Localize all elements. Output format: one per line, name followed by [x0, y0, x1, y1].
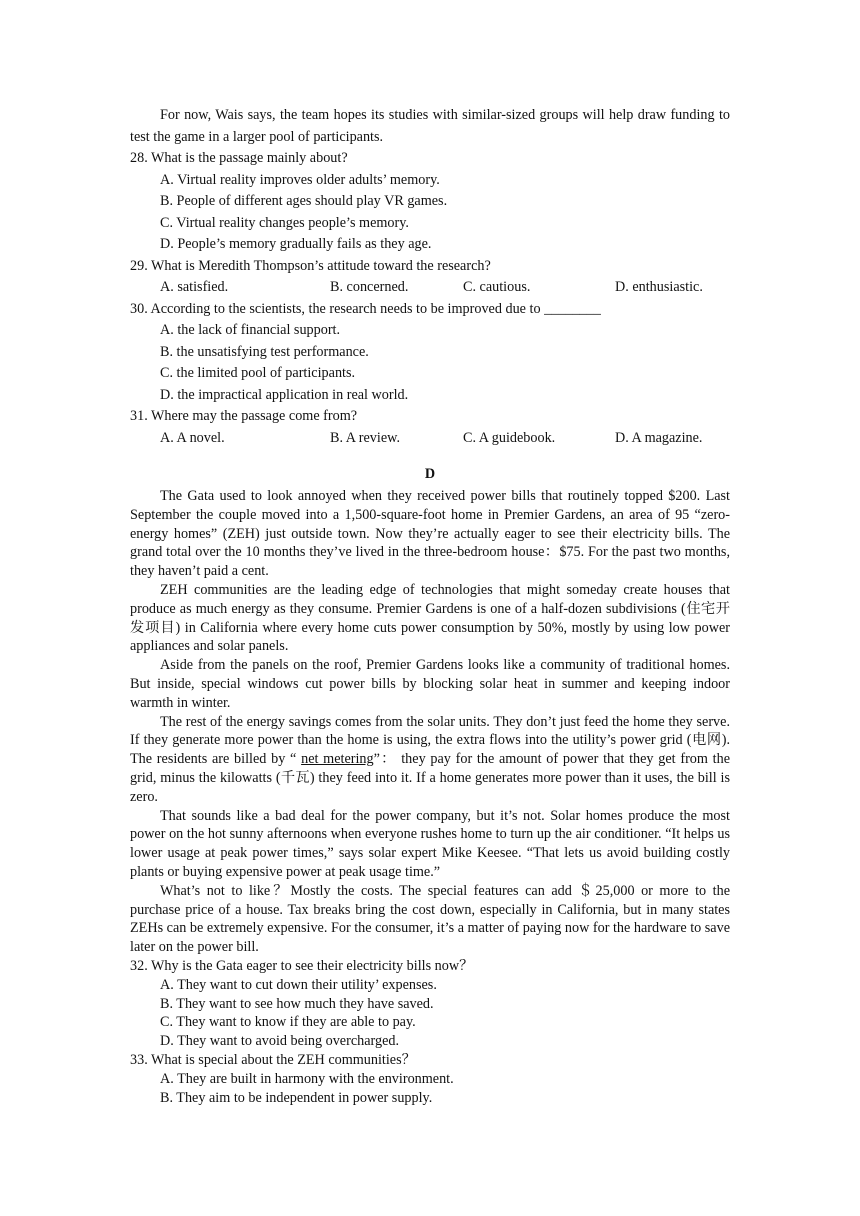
passage-d-paragraph-2: ZEH communities are the leading edge of technologies that might someday create houses that produce as much energy as they consume. Premier Gardens is one of a half-dozen subdivisions (住宅开发项目) in California where every home cuts power consumption by 50%, mostly by using low power appliances and solar panels.	[130, 581, 730, 655]
section-d-heading: D	[424, 466, 436, 482]
option-c: C. the limited pool of participants.	[160, 365, 356, 381]
option-c: C. Virtual reality changes people’s memory.	[160, 214, 409, 231]
passage-d-paragraph-5: That sounds like a bad deal for the power company, but it’s not. Solar homes produce the most power on the hot sunny afternoons when everyone rushes home to turn up the air conditioner. “It helps us lower usage at peak power times,” says solar expert Mike Keesee. “That lets us avoid building costly plants or buying expensive power at peak usage time.”	[130, 807, 730, 880]
net-metering-term: net metering	[301, 751, 374, 768]
passage-d-paragraph-4	[130, 713, 730, 807]
question-stem: 28. What is the passage mainly about?	[130, 150, 348, 166]
intro-paragraph: For now, Wais says, the team hopes its studies with similar-sized groups will help draw funding to test the game in a larger pool of participants.	[130, 107, 730, 145]
option-a: A. They want to cut down their utility’ expenses.	[160, 976, 437, 993]
option-b: B. concerned.	[330, 279, 409, 295]
passage-d-paragraph-3: Aside from the panels on the roof, Premier Gardens looks like a community of traditional homes. But inside, special windows cut power bills by blocking solar heat in summer and keeping indoor warmth in winter.	[130, 657, 730, 711]
option-c: C. A guidebook.	[463, 429, 556, 446]
option-d: D. People’s memory gradually fails as they age.	[160, 236, 432, 252]
option-d: D. A magazine.	[615, 429, 703, 446]
paragraph-text: The rest of the energy savings comes from the solar units. They don’t just feed the home they serve. If they generate more power than the home is using, the extra flows into the utility’s power grid (电网). The residents are billed by “	[130, 713, 730, 768]
option-b: B. They aim to be independent in power supply.	[160, 1089, 433, 1106]
question-stem: 30. According to the scientists, the research needs to be improved due to ________	[130, 300, 601, 317]
option-d: D. the impractical application in real world.	[160, 386, 409, 403]
options-row	[130, 428, 730, 450]
question-28	[130, 148, 730, 256]
option-b: B. A review.	[330, 429, 401, 446]
question-33	[130, 1051, 730, 1107]
option-a: A. the lack of financial support.	[160, 322, 341, 338]
question-29	[130, 256, 730, 299]
option-a: A. A novel.	[160, 429, 225, 446]
question-31	[130, 406, 730, 449]
option-b: B. the unsatisfying test performance.	[160, 343, 369, 360]
option-c: C. cautious.	[463, 279, 531, 295]
question-stem: 29. What is Meredith Thompson’s attitude toward the research?	[130, 257, 491, 274]
question-stem: 33. What is special about the ZEH communities？	[130, 1051, 416, 1068]
question-30	[130, 299, 730, 407]
question-stem: 31. Where may the passage come from?	[130, 408, 358, 424]
option-b: B. They want to see how much they have saved.	[160, 995, 434, 1012]
paragraph-text: ”： they pay for the amount of power that they get from the grid, minus the kilowatts (千瓦) they feed into it. If a home generates more power than it uses, the bill is zero.	[130, 751, 731, 805]
option-a: A. satisfied.	[160, 279, 229, 295]
option-d: D. enthusiastic.	[615, 279, 703, 295]
options-row	[130, 277, 730, 299]
question-stem: 32. Why is the Gata eager to see their electricity bills now？	[130, 957, 474, 974]
option-b: B. People of different ages should play VR games.	[160, 193, 448, 209]
option-d: D. They want to avoid being overcharged.	[160, 1033, 400, 1050]
exam-page	[130, 104, 730, 1107]
option-a: A. They are built in harmony with the environment.	[160, 1070, 454, 1087]
option-a: A. Virtual reality improves older adults’ memory.	[160, 171, 440, 188]
passage-d-paragraph-6: What’s not to like？Mostly the costs. The special features can add ＄25,000 or more to the purchase price of a house. Tax breaks bring the cost down, especially in California, but in many states ZEHs can be extremely expensive. For the consumer, it’s a matter of paying now for the hardware to save later on the power bill.	[130, 882, 730, 956]
passage-d-paragraph-1: The Gata used to look annoyed when they received power bills that routinely topped $200. Last September the couple moved into a 1,500-square-foot home in Premier Gardens, an area of 95 “zero-energy homes” (ZEH) just outside town. Now they’re actually eager to see their electricity bills. The grand total over the 10 months they’ve lived in the three-bedroom house：$75. For the past two months, they haven’t paid a cent.	[130, 488, 730, 580]
question-32	[130, 957, 730, 1051]
option-c: C. They want to know if they are able to pay.	[160, 1014, 416, 1031]
